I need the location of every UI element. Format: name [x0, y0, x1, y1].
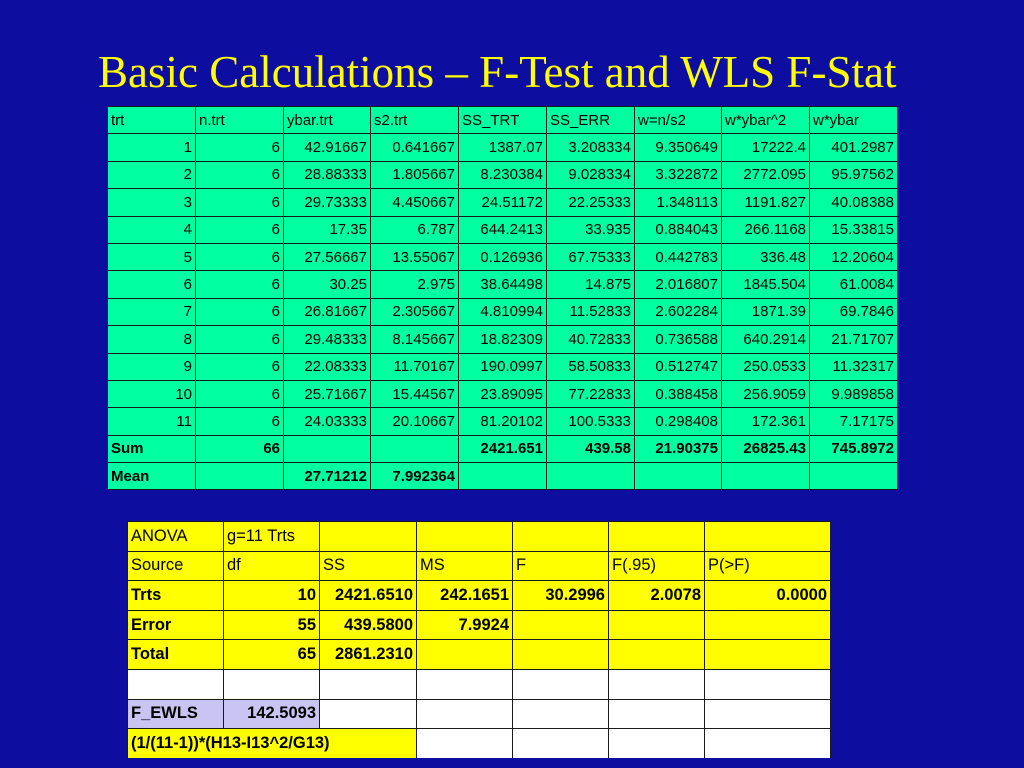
fewls-label: F_EWLS	[128, 699, 224, 729]
table-cell: 6	[196, 326, 284, 353]
column-header: ybar.trt	[284, 107, 371, 134]
table-cell: 250.0533	[722, 353, 810, 380]
anova-value-cell: 2421.6510	[320, 581, 417, 611]
table-cell: 1845.504	[722, 271, 810, 298]
mean-cell	[459, 463, 547, 490]
table-cell: 69.7846	[810, 298, 898, 325]
table-cell: 25.71667	[284, 380, 371, 407]
table-cell: 18.82309	[459, 326, 547, 353]
blank-cell	[513, 699, 609, 729]
table-cell: 2.305667	[371, 298, 459, 325]
blank-cell	[320, 669, 417, 699]
table-row	[108, 298, 898, 325]
blank-cell	[417, 729, 513, 758]
column-header: w*ybar	[810, 107, 898, 134]
anova-header-cell: df	[224, 551, 320, 581]
anova-table-body	[128, 522, 831, 758]
table-cell: 20.10667	[371, 408, 459, 435]
table-cell: 40.72833	[547, 326, 635, 353]
table-cell: 0.884043	[635, 216, 722, 243]
table-cell: 4.450667	[371, 189, 459, 216]
blank-cell	[609, 729, 705, 758]
blank-cell	[224, 669, 320, 699]
anova-value-cell: 7.9924	[417, 610, 513, 640]
mean-cell	[810, 463, 898, 490]
table-cell: 2	[108, 161, 196, 188]
anova-source-cell: Error	[128, 610, 224, 640]
fewls-value: 142.5093	[224, 699, 320, 729]
blank-row	[128, 669, 831, 699]
table-cell: 6	[196, 134, 284, 161]
table-cell: 640.2914	[722, 326, 810, 353]
blank-cell	[513, 729, 609, 758]
table-cell: 6	[196, 271, 284, 298]
table-cell: 11	[108, 408, 196, 435]
anova-value-cell	[513, 640, 609, 670]
table-row	[108, 326, 898, 353]
table-cell: 0.126936	[459, 243, 547, 270]
anova-header-cell: F	[513, 551, 609, 581]
table-cell: 15.33815	[810, 216, 898, 243]
table-cell: 644.2413	[459, 216, 547, 243]
column-header: trt	[108, 107, 196, 134]
anova-title-row	[128, 522, 831, 552]
table-cell: 28.88333	[284, 161, 371, 188]
sum-cell	[371, 435, 459, 462]
anova-value-cell: 2.0078	[609, 581, 705, 611]
table-cell: 42.91667	[284, 134, 371, 161]
table-cell: 11.52833	[547, 298, 635, 325]
anova-row-total	[128, 640, 831, 670]
table-cell: 12.20604	[810, 243, 898, 270]
table-cell: 30.25	[284, 271, 371, 298]
anova-groups-label: g=11 Trts	[224, 522, 320, 552]
table-cell: 9.028334	[547, 161, 635, 188]
table-cell: 29.48333	[284, 326, 371, 353]
table-cell: 24.51172	[459, 189, 547, 216]
blank-cell	[609, 699, 705, 729]
table-row	[108, 216, 898, 243]
mean-cell: 7.992364	[371, 463, 459, 490]
table-cell: 1871.39	[722, 298, 810, 325]
table-cell: 336.48	[722, 243, 810, 270]
table-cell: 67.75333	[547, 243, 635, 270]
table-cell: 17.35	[284, 216, 371, 243]
blank-cell	[609, 669, 705, 699]
sum-cell: 21.90375	[635, 435, 722, 462]
column-header: w*ybar^2	[722, 107, 810, 134]
table-row	[108, 134, 898, 161]
column-header: SS_TRT	[459, 107, 547, 134]
table-cell: 14.875	[547, 271, 635, 298]
anova-header-cell: SS	[320, 551, 417, 581]
anova-header-cell: MS	[417, 551, 513, 581]
blank-cell	[705, 669, 831, 699]
table-row	[108, 353, 898, 380]
mean-cell: 27.71212	[284, 463, 371, 490]
anova-cell	[513, 522, 609, 552]
blank-cell	[417, 699, 513, 729]
anova-value-cell	[609, 640, 705, 670]
anova-value-cell: 2861.2310	[320, 640, 417, 670]
table-row	[108, 189, 898, 216]
blank-cell	[320, 699, 417, 729]
anova-value-cell: 0.0000	[705, 581, 831, 611]
table-cell: 38.64498	[459, 271, 547, 298]
anova-table	[127, 521, 831, 758]
table-row	[108, 380, 898, 407]
table-cell: 22.08333	[284, 353, 371, 380]
anova-source-cell: Trts	[128, 581, 224, 611]
table-cell: 23.89095	[459, 380, 547, 407]
table-cell: 3.322872	[635, 161, 722, 188]
header-row	[108, 107, 898, 134]
calculations-table-body	[108, 107, 898, 490]
table-cell: 0.388458	[635, 380, 722, 407]
table-row	[108, 408, 898, 435]
slide-title: Basic Calculations – F-Test and WLS F-Stat	[98, 47, 897, 97]
anova-header-row	[128, 551, 831, 581]
table-cell: 1191.827	[722, 189, 810, 216]
sum-cell: Sum	[108, 435, 196, 462]
anova-cell	[705, 522, 831, 552]
anova-header-cell: Source	[128, 551, 224, 581]
fewls-formula: (1/(11-1))*(H13-I13^2/G13)	[128, 729, 417, 758]
table-cell: 5	[108, 243, 196, 270]
table-cell: 77.22833	[547, 380, 635, 407]
anova-cell	[320, 522, 417, 552]
table-cell: 22.25333	[547, 189, 635, 216]
table-cell: 6	[196, 380, 284, 407]
mean-cell	[196, 463, 284, 490]
column-header: s2.trt	[371, 107, 459, 134]
table-cell: 100.5333	[547, 408, 635, 435]
table-cell: 58.50833	[547, 353, 635, 380]
table-cell: 266.1168	[722, 216, 810, 243]
anova-cell	[417, 522, 513, 552]
table-cell: 0.298408	[635, 408, 722, 435]
table-cell: 256.9059	[722, 380, 810, 407]
sum-cell: 26825.43	[722, 435, 810, 462]
anova-label: ANOVA	[128, 522, 224, 552]
table-cell: 6	[196, 216, 284, 243]
table-cell: 1.348113	[635, 189, 722, 216]
anova-value-cell	[705, 610, 831, 640]
table-cell: 2.016807	[635, 271, 722, 298]
table-cell: 33.935	[547, 216, 635, 243]
anova-cell	[609, 522, 705, 552]
anova-value-cell: 439.5800	[320, 610, 417, 640]
table-cell: 24.03333	[284, 408, 371, 435]
table-cell: 7.17175	[810, 408, 898, 435]
table-row	[108, 271, 898, 298]
sum-cell: 439.58	[547, 435, 635, 462]
table-cell: 11.32317	[810, 353, 898, 380]
calculations-table	[107, 106, 898, 490]
anova-header-cell: P(>F)	[705, 551, 831, 581]
table-cell: 61.0084	[810, 271, 898, 298]
table-cell: 2.602284	[635, 298, 722, 325]
table-cell: 2.975	[371, 271, 459, 298]
table-cell: 11.70167	[371, 353, 459, 380]
table-cell: 6	[196, 243, 284, 270]
table-cell: 6	[108, 271, 196, 298]
anova-value-cell	[705, 640, 831, 670]
table-cell: 6	[196, 189, 284, 216]
table-cell: 4	[108, 216, 196, 243]
anova-value-cell	[417, 640, 513, 670]
table-cell: 17222.4	[722, 134, 810, 161]
table-cell: 9	[108, 353, 196, 380]
table-cell: 9.989858	[810, 380, 898, 407]
column-header: w=n/s2	[635, 107, 722, 134]
table-cell: 172.361	[722, 408, 810, 435]
anova-header-cell: F(.95)	[609, 551, 705, 581]
table-cell: 21.71707	[810, 326, 898, 353]
mean-cell	[722, 463, 810, 490]
blank-cell	[417, 669, 513, 699]
anova-value-cell	[609, 610, 705, 640]
table-cell: 9.350649	[635, 134, 722, 161]
mean-cell: Mean	[108, 463, 196, 490]
table-row	[108, 161, 898, 188]
sum-cell: 2421.651	[459, 435, 547, 462]
table-row	[108, 243, 898, 270]
anova-row-trts	[128, 581, 831, 611]
anova-value-cell: 30.2996	[513, 581, 609, 611]
sum-cell: 745.8972	[810, 435, 898, 462]
mean-cell	[547, 463, 635, 490]
mean-cell	[635, 463, 722, 490]
table-cell: 6	[196, 161, 284, 188]
table-cell: 1	[108, 134, 196, 161]
sum-cell: 66	[196, 435, 284, 462]
table-cell: 8.230384	[459, 161, 547, 188]
blank-cell	[128, 669, 224, 699]
table-cell: 27.56667	[284, 243, 371, 270]
table-cell: 0.641667	[371, 134, 459, 161]
table-cell: 8.145667	[371, 326, 459, 353]
table-cell: 6	[196, 408, 284, 435]
table-cell: 3	[108, 189, 196, 216]
table-cell: 401.2987	[810, 134, 898, 161]
blank-cell	[705, 729, 831, 758]
column-header: SS_ERR	[547, 107, 635, 134]
table-cell: 26.81667	[284, 298, 371, 325]
table-cell: 6	[196, 353, 284, 380]
table-cell: 1387.07	[459, 134, 547, 161]
table-cell: 6.787	[371, 216, 459, 243]
table-cell: 3.208334	[547, 134, 635, 161]
blank-cell	[705, 699, 831, 729]
table-cell: 0.512747	[635, 353, 722, 380]
table-cell: 10	[108, 380, 196, 407]
fewls-row	[128, 699, 831, 729]
table-cell: 40.08388	[810, 189, 898, 216]
anova-value-cell	[513, 610, 609, 640]
table-cell: 81.20102	[459, 408, 547, 435]
anova-value-cell: 242.1651	[417, 581, 513, 611]
anova-value-cell: 10	[224, 581, 320, 611]
table-cell: 4.810994	[459, 298, 547, 325]
sum-row	[108, 435, 898, 462]
table-cell: 2772.095	[722, 161, 810, 188]
blank-cell	[513, 669, 609, 699]
table-cell: 190.0997	[459, 353, 547, 380]
table-cell: 95.97562	[810, 161, 898, 188]
sum-cell	[284, 435, 371, 462]
table-cell: 1.805667	[371, 161, 459, 188]
anova-row-error	[128, 610, 831, 640]
table-cell: 15.44567	[371, 380, 459, 407]
table-cell: 8	[108, 326, 196, 353]
table-cell: 0.442783	[635, 243, 722, 270]
anova-source-cell: Total	[128, 640, 224, 670]
table-cell: 29.73333	[284, 189, 371, 216]
formula-row	[128, 729, 831, 758]
table-cell: 13.55067	[371, 243, 459, 270]
anova-value-cell: 65	[224, 640, 320, 670]
anova-value-cell: 55	[224, 610, 320, 640]
table-cell: 6	[196, 298, 284, 325]
mean-row	[108, 463, 898, 490]
column-header: n.trt	[196, 107, 284, 134]
table-cell: 0.736588	[635, 326, 722, 353]
table-cell: 7	[108, 298, 196, 325]
